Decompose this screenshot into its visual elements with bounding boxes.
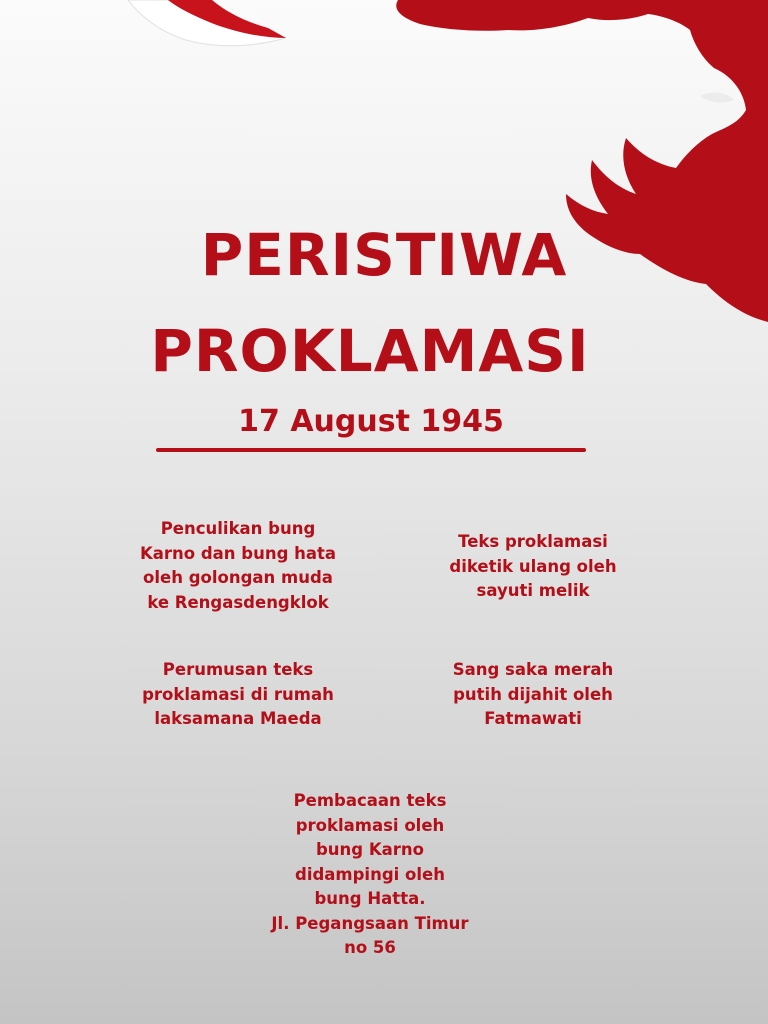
event-text-typing: Teks proklamasi diketik ulang oleh sayuti melik: [449, 532, 617, 600]
event-text-kidnapping: Penculikan bung Karno dan bung hata oleh golongan muda ke Rengasdengklok: [139, 519, 337, 612]
event-text-flag-sewing: Sang saka merah putih dijahit oleh Fatmawati: [452, 660, 614, 728]
poster-date: 17 August 1945: [238, 404, 504, 439]
poster-title-line-2: PROKLAMASI: [150, 317, 590, 385]
flag-ribbon-icon: [128, 0, 286, 46]
event-text-reading: Pembacaan teks proklamasi oleh bung Karno didampingi oleh bung Hatta. Jl. Pegangsaan Timur no 56: [271, 791, 469, 957]
title-divider: [156, 448, 586, 452]
poster-title-line-1: PERISTIWA: [200, 221, 568, 289]
event-text-drafting: Perumusan teks proklamasi di rumah laksamana Maeda: [142, 660, 334, 728]
